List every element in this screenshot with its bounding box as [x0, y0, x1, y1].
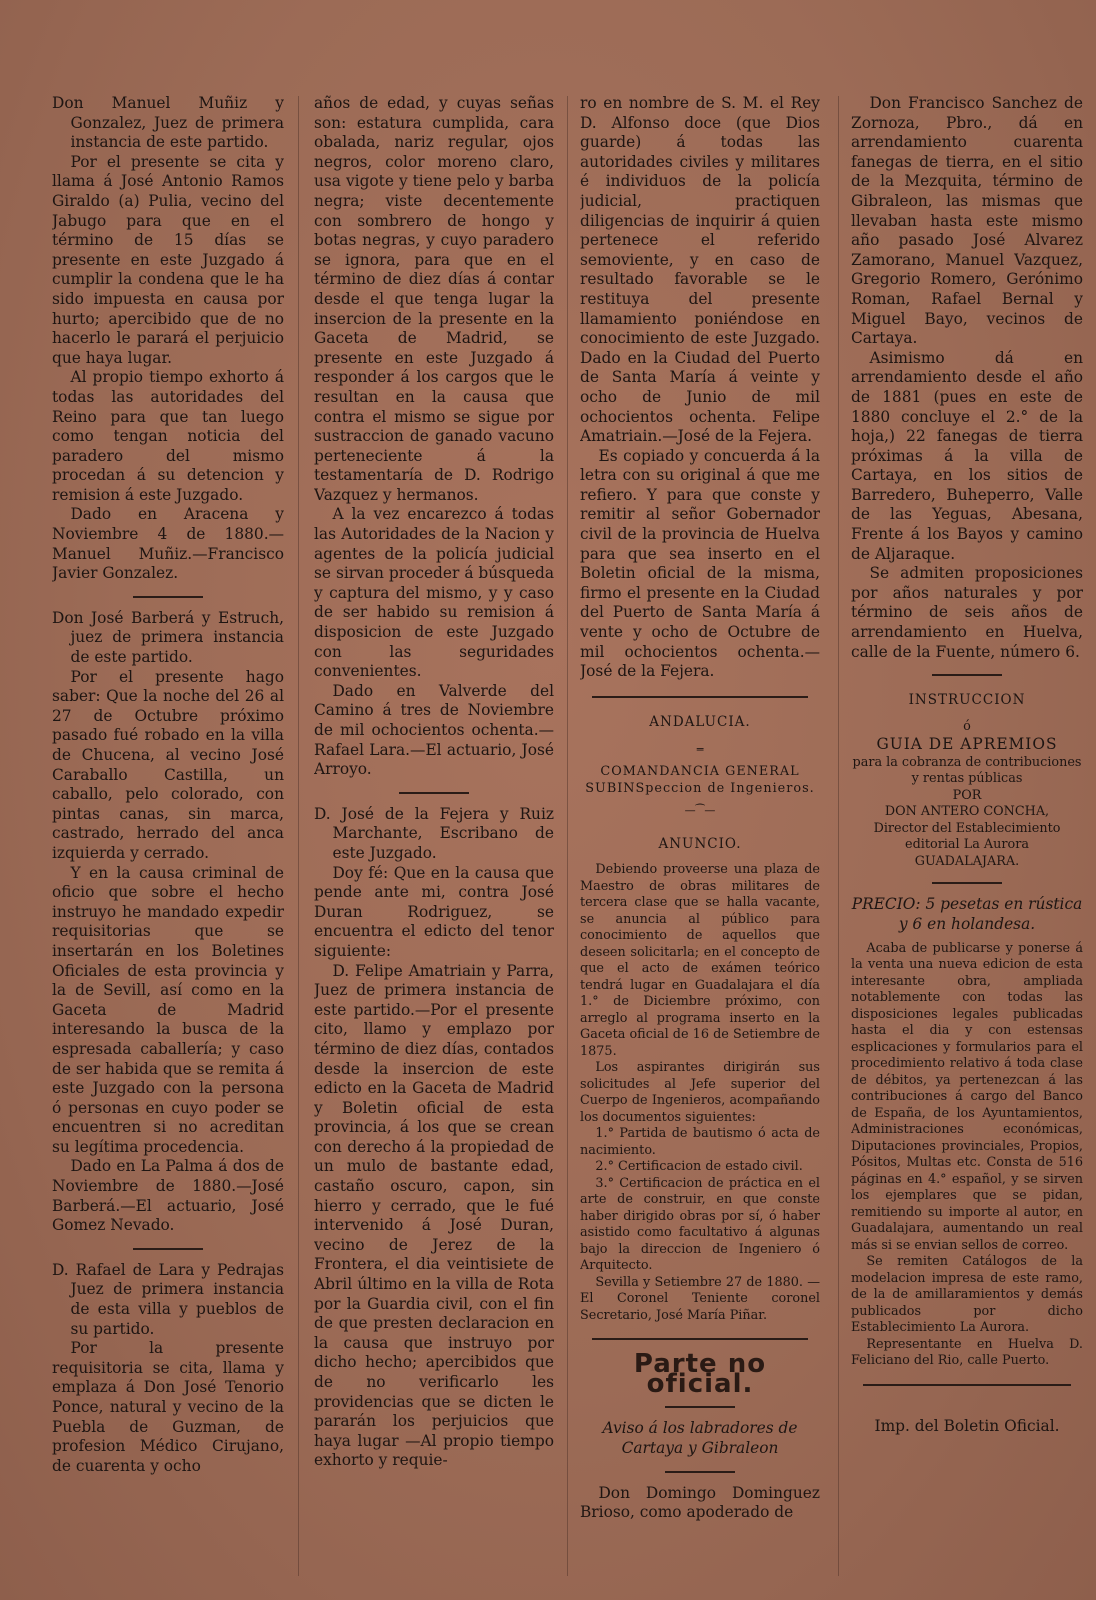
- separator: [133, 596, 203, 599]
- section-subheading: COMANDANCIA GENERAL SUBINSpeccion de Ingenieros.: [585, 764, 815, 796]
- notice-item: 1.° Partida de bautismo ó acta de nacimiento.: [580, 1126, 820, 1158]
- notice-paragraph: Don Domingo Dominguez Brioso, como apoderado de: [580, 1483, 820, 1522]
- edict-paragraph: Es copiado y concuerda á la letra con su original á que me refiero. Y para que conste y remitir al señor Gobernador civil de la provincia de Huelva para que sea inserto en el Boletin oficial de la misma, firmo el presente en la Ciudad del Puerto de Santa María á vente y ocho de Octubre de mil ochocientos ochenta.—José de la Fejera.: [580, 446, 820, 681]
- column-rule: [838, 96, 839, 1576]
- column-3: [580, 94, 820, 1574]
- notice-item: 3.° Certificacion de práctica en el arte de construir, en que conste haber dirigido obras por sí, ó haber asistido como facultativo á algunas bajo la direccion de Ingeniero ó Arquitecto.: [580, 1175, 820, 1274]
- edict-paragraph: años de edad, y cuyas señas son: estatura cumplida, cara obalada, nariz regular, ojos negros, color moreno claro, usa vigote y tiene pelo y barba negra; viste decentemente con sombrero de hongo y botas negras, y cuyo paradero se ignora, para que en el término de diez días á contar desde el que tenga lugar la insercion de la presente en la Gaceta de Madrid, se presente en este Juzgado á responder á los cargos que le resultan en la causa que contra el mismo se sigue por sustraccion de ganado vacuno perteneciente á la testamentaría de D. Rodrigo Vazquez y hermanos.: [314, 94, 554, 504]
- edict-paragraph: D. Felipe Amatriain y Parra, Juez de primera instancia de este partido.—Por el presente cito, llamo y emplazo por término de diez días, contados desde la insercion de este edicto en la Gaceta de Madrid y Boletin oficial de esta provincia, á los que se crean con derecho á la propiedad de un mulo de bastante edad, castaño oscuro, capon, sin hierro y cerrado, que le fué intervenido á José Duran, vecino de Jerez de la Frontera, el dia veintisiete de Abril último en la villa de Rota por la Guardia civil, con el fin de que presten declaracion en la causa que instruyo por dicho hecho; apercibidos que de no verificarlo les providencias que se dicten le pararán los perjuicios que haya lugar —Al propio tiempo exhorto y requie-: [314, 961, 554, 1470]
- ornament: —⁀—: [684, 804, 716, 817]
- edict-paragraph: ro en nombre de S. M. el Rey D. Alfonso doce (que Dios guarde) á todas las autoridades civiles y militares é individuos de la policía judicial, practiquen diligencias de inquirir á quien pertenece el referido semoviente, y en caso de resultado favorable se le restituya del presente llamamiento poniéndose en conocimiento de este Juzgado. Dado en la Ciudad del Puerto de Santa María á veinte y ocho de Junio de mil ochocientos ochenta. Felipe Amatriain.—José de la Fejera.: [580, 94, 820, 446]
- notice-item: 2.° Certificacion de estado civil.: [595, 1159, 803, 1175]
- ad-subtitle: POR: [952, 787, 982, 803]
- notice-paragraph: Se admiten proposiciones por años naturales y por término de seis años de arrendamiento en Huelva, calle de la Fuente, número 6.: [851, 564, 1083, 661]
- edict-paragraph: Por el presente hago saber: Que la noche del 26 al 27 de Octubre próximo pasado fué robado en la villa de Chucena, al vecino José Caraballo Castilla, un caballo, pelo colorado, con pintas canas, sin marca, castrado, herrado del anca izquierda y cerrado.: [52, 667, 284, 862]
- ad-paragraph: Se remiten Catálogos de la modelacion impresa de este ramo, de la de amillaramientos y demás publicados por dicho Establecimiento La Aurora.: [851, 1254, 1083, 1336]
- ad-paragraph: Representante en Huelva D. Feliciano del Rio, calle Puerto.: [851, 1336, 1083, 1369]
- ad-title: INSTRUCCION: [908, 692, 1026, 709]
- edict-paragraph: Al propio tiempo exhorto á todas las autoridades del Reino para que tan luego como tengan noticia del paradero del mismo procedan á su detencion y remision á este Juzgado.: [52, 368, 284, 504]
- separator: [665, 1471, 735, 1474]
- edict-header: D. Rafael de Lara y Pedrajas Juez de primera instancia de esta villa y pueblos de su partido.: [52, 1260, 284, 1338]
- section-heading: ANDALUCIA.: [649, 713, 751, 730]
- notice-paragraph: Don Francisco Sanchez de Zornoza, Pbro., dá en arrendamiento cuarenta fanegas de tierra, en el sitio de la Mezquita, término de Gibraleon, las mismas que llevaban hasta este mismo año pasado José Alvarez Zamorano, Manuel Vazquez, Gregorio Romero, Gerónimo Roman, Rafael Bernal y Miguel Bayo, vecinos de Cartaya.: [851, 94, 1083, 348]
- notice-title: Aviso á los labradores de Cartaya y Gibraleon: [602, 1419, 798, 1457]
- edict-paragraph: Por la presente requisitoria se cita, llama y emplaza á Don José Tenorio Ponce, natural y vecino de la Puebla de Guzman, de profesion Médico Cirujano, de cuarenta y ocho: [52, 1339, 284, 1475]
- edict-paragraph: Por el presente se cita y llama á José Antonio Ramos Giraldo (a) Pulia, vecino del Jabugo para que en el término de 15 días se presente en este Juzgado á cumplir la condena que le ha sido impuesta en causa por hurto; apercibido que de no hacerlo le parará el perjuicio que haya lugar.: [52, 152, 284, 367]
- separator: [592, 696, 808, 699]
- notice-paragraph: Los aspirantes dirigirán sus solicitudes al Jefe superior del Cuerpo de Ingenieros, acompañando los documentos siguientes:: [580, 1060, 820, 1125]
- section-title: Parte no oficial.: [633, 1349, 767, 1399]
- ad-subtitle: ó: [963, 718, 971, 734]
- column-rule: [298, 96, 299, 1576]
- separator: [399, 792, 469, 795]
- notice-paragraph: Debiendo proveerse una plaza de Maestro de obras militares de tercera clase que se halla vacante, se anuncia al público para conocimiento de aquellos que deseen solicitarla; en el concepto de que el acto de exámen teórico tendrá lugar en Guadalajara el día 1.° de Diciembre próximo, con arreglo al programa inserto en la Gaceta oficial de 16 de Setiembre de 1875.: [580, 862, 820, 1059]
- ornament: ═: [696, 743, 704, 757]
- column-1: [52, 94, 284, 1574]
- separator: [665, 1406, 735, 1409]
- separator: [932, 882, 1002, 885]
- ad-paragraph: Acaba de publicarse y ponerse á la venta una nueva edicion de esta interesante obra, ampliada notablemente con todas las disposiciones legales publicadas hasta el dia y con estensas esplicaciones y formularios para el procedimiento relativo á toda clase de débitos, ya pertenezcan á las contribuciones á cargo del Banco de España, de los Ayuntamientos, Administraciones económicas, Diputaciones provinciales, Propios, Pósitos, Multas etc. Consta de 516 páginas en 4.° español, y se sirven los ejemplares que se pidan, remitiendo su importe al autor, en Guadalajara, aumentando un real más si se envian sellos de correo.: [851, 940, 1083, 1253]
- separator: [932, 674, 1002, 677]
- column-4: [851, 94, 1083, 1574]
- ad-price: PRECIO: 5 pesetas en rústica y 6 en holandesa.: [851, 895, 1083, 933]
- separator: [592, 1338, 808, 1341]
- notice-title: ANUNCIO.: [658, 835, 742, 852]
- edict-signature: Dado en La Palma á dos de Noviembre de 1880.—José Barberá.—El actuario, José Gomez Nevado.: [52, 1157, 284, 1235]
- notice-paragraph: Asimismo dá en arrendamiento desde el año de 1881 (pues en este de 1880 concluye el 2.° de la hoja,) 22 fanegas de tierra próximas á la villa de Cartaya, en los sitios de Barredero, Buheperro, Valle de las Yeguas, Abesana, Frente á los Bayos y camino de Aljaraque.: [851, 348, 1083, 563]
- edict-signature: Dado en Aracena y Noviembre 4 de 1880.—Manuel Muñiz.—Francisco Javier Gonzalez.: [52, 505, 284, 583]
- ad-author-description: Director del Establecimiento editorial La Aurora: [873, 820, 1061, 853]
- column-rule: [567, 96, 568, 1576]
- separator: [133, 1248, 203, 1251]
- ad-author: DON ANTERO CONCHA,: [884, 804, 1050, 820]
- ad-title: GUIA DE APREMIOS: [876, 735, 1058, 754]
- edict-paragraph: Doy fé: Que en la causa que pende ante mi, contra José Duran Rodriguez, se encuentra el edicto del tenor siguiente:: [314, 863, 554, 960]
- edict-paragraph: Y en la causa criminal de oficio que sobre el hecho instruyo he mandado expedir requisitorias que se insertarán en los Boletines Oficiales de esta provincia y la de Sevill, así como en la Gaceta de Madrid interesando la busca de la espresada caballería; y caso de ser habida que se remita á este Juzgado con la persona ó personas en cuyo poder se encuentren si no acreditan su legítima procedencia.: [52, 863, 284, 1156]
- edict-header: D. José de la Fejera y Ruiz Marchante, Escribano de este Juzgado.: [314, 804, 554, 862]
- separator: [863, 1384, 1072, 1387]
- printer-imprint: Imp. del Boletin Oficial.: [874, 1416, 1060, 1435]
- notice-signature: Sevilla y Setiembre 27 de 1880. —El Coronel Teniente coronel Secretario, José María Piñar.: [580, 1274, 820, 1323]
- ad-subtitle: para la cobranza de contribuciones y rentas públicas: [852, 754, 1082, 787]
- column-2: [314, 94, 554, 1574]
- edict-header: Don José Barberá y Estruch, juez de primera instancia de este partido.: [52, 608, 284, 667]
- edict-paragraph: A la vez encarezco á todas las Autoridades de la Nacion y agentes de la policía judicial se sirvan proceder á búsqueda y captura del mismo, y y caso de ser habido su remision á disposicion de este Juzgado con las seguridades convenientes.: [314, 505, 554, 681]
- edict-signature: Dado en Valverde del Camino á tres de Noviembre de mil ochocientos ochenta.—Rafael Lara.—El actuario, José Arroyo.: [314, 681, 554, 779]
- edict-header: Don Manuel Muñiz y Gonzalez, Juez de primera instancia de este partido.: [52, 94, 284, 152]
- ad-city: GUADALAJARA.: [914, 853, 1020, 869]
